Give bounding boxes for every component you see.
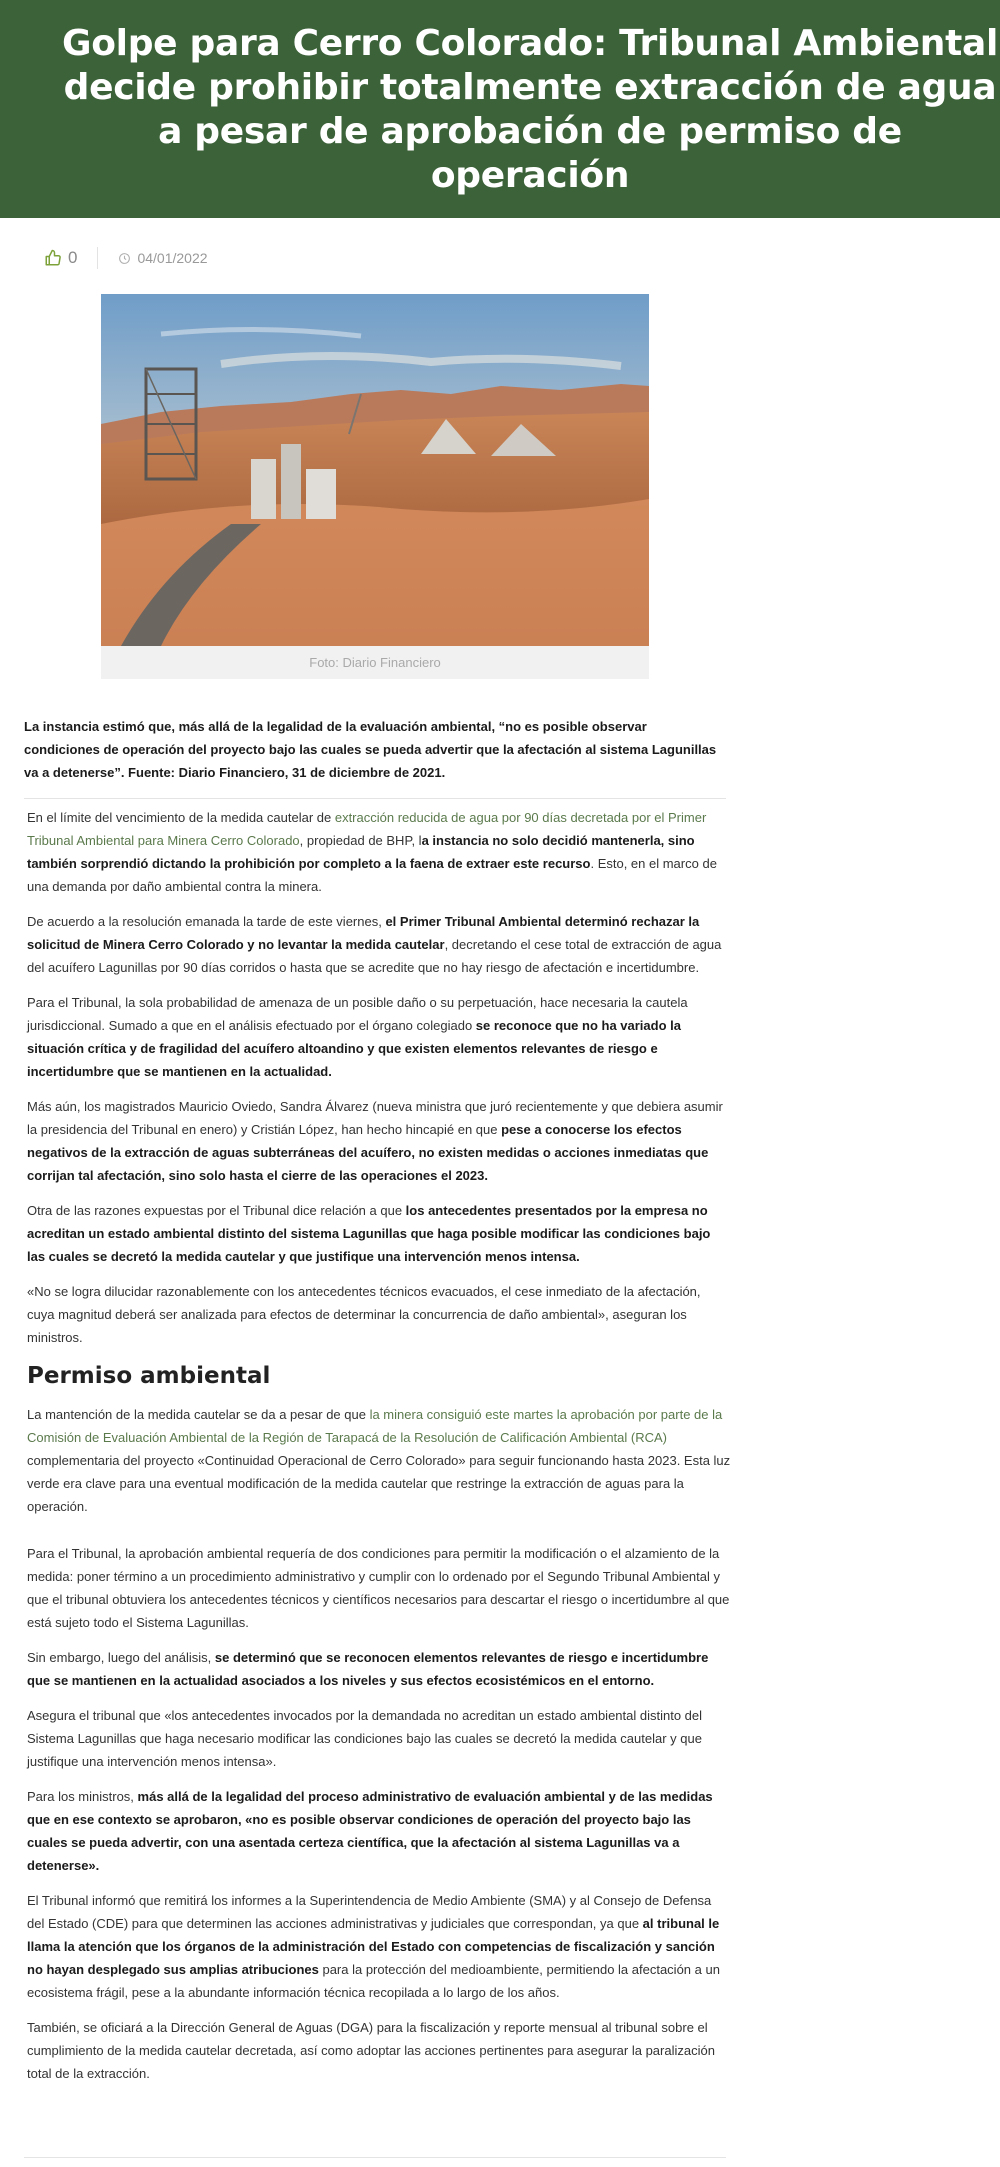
article-title: Golpe para Cerro Colorado: Tribunal Ambiental decide prohibir totalmente extracción de agua a pesar de aprobación de permiso de operación: [61, 23, 999, 196]
paragraph: [27, 1403, 731, 1518]
article-header: [0, 0, 1000, 218]
paragraph: «No se logra dilucidar razonablemente con los antecedentes técnicos evacuados, el cese inmediato de la afectación, cuya magnitud deberá ser analizada para efectos de determinar la concurrencia de daño ambiental», aseguran los ministros.: [27, 1284, 701, 1345]
mine-photo: [101, 294, 649, 646]
paragraph: [27, 1199, 731, 1268]
paragraph: Asegura el tribunal que «los antecedentes invocados por la demandada no acreditan un estado ambiental distinto del Sistema Lagunillas que haga necesario modificar las condiciones bajo las cuales se decretó la medida cautelar y que justifique una intervención menos intensa».: [27, 1708, 703, 1769]
text-run: Para los ministros,: [27, 1789, 138, 1804]
paragraph: [27, 991, 731, 1083]
meta-divider: [97, 247, 98, 269]
text-run: Otra de las razones expuestas por el Tribunal dice relación a que: [27, 1203, 406, 1218]
text-run: para la protección del medioambiente, permitiendo la afectación a un ecosistema frágil, pese a la abundante información técnica recopilada a lo largo de los años.: [27, 1962, 720, 2000]
bold-text: al tribunal le llama la atención que los órganos de la administración del Estado con competencias de fiscalización y sanción no hayan desplegado sus amplias atribuciones: [27, 1916, 720, 1977]
text-run: El Tribunal informó que remitirá los informes a la Superintendencia de Medio Ambiente (SMA) y al Consejo de Defensa del Estado (CDE) para que determinen las acciones administrativas y judiciales que correspondan, ya que: [27, 1893, 712, 1931]
paragraph: Para el Tribunal, la aprobación ambiental requería de dos condiciones para permitir la modificación o el alzamiento de la medida: poner término a un procedimiento administrativo y cumplir con lo ordenado por el Segundo Tribunal Ambiental y que el tribunal obtuviera los antecedentes técnicos y científicos necesarios para descartar el riesgo o incertidumbre al que está sujeto todo el Sistema Lagunillas.: [27, 1546, 730, 1630]
lead-divider: [24, 798, 726, 799]
likes-count: 0: [68, 248, 78, 267]
bold-text: el Primer Tribunal Ambiental determinó rechazar la solicitud de Minera Cerro Colorado y no levantar la medida cautelar: [27, 914, 700, 952]
footer-divider: [24, 2157, 726, 2158]
bold-text: se determinó que se reconocen elementos relevantes de riesgo e incertidumbre que se mantienen en la actualidad asociados a los niveles y sus efectos ecosistémicos en el entorno.: [27, 1650, 709, 1688]
section-heading: Permiso ambiental: [27, 1363, 271, 1389]
text-run: Para el Tribunal, la sola probabilidad de amenaza de un posible daño o su perpetuación, hace necesaria la cautela jurisdiccional. Sumado a que en el análisis efectuado por el órgano colegiado: [27, 995, 688, 1033]
paragraph: [27, 806, 731, 898]
date-text: 04/01/2022: [137, 250, 208, 266]
text-run: , decretando el cese total de extracción de agua del acuífero Lagunillas por 90 días corridos o hasta que se acredite que no hay riesgo de afectación e incertidumbre.: [27, 937, 722, 975]
article-body: [27, 806, 731, 2097]
article-figure: [101, 294, 649, 679]
text-run: complementaria del proyecto «Continuidad Operacional de Cerro Colorado» para seguir funcionando hasta 2023. Esta luz verde era clave para una eventual modificación de la medida cautelar que restringe la extracción de aguas para la operación.: [27, 1453, 731, 1514]
text-run: En el límite del vencimiento de la medida cautelar de: [27, 810, 335, 825]
text-run: , propiedad de BHP, l: [299, 833, 422, 848]
paragraph: [27, 910, 731, 979]
article-meta: [44, 246, 208, 270]
thumbs-up-icon: [44, 249, 62, 267]
text-run: Más aún, los magistrados Mauricio Oviedo, Sandra Álvarez (nueva ministra que juró recientemente y que debiera asumir la presidencia del Tribunal en enero) y Cristián López, han hecho hincapié en que: [27, 1099, 723, 1137]
text-run: Sin embargo, luego del análisis,: [27, 1650, 215, 1665]
bold-text: a instancia no solo decidió mantenerla, sino también sorprendió dictando la prohibición por completo a la faena de extraer este recurso: [27, 833, 695, 871]
paragraph: [27, 1095, 731, 1187]
link-medida-cautelar[interactable]: extracción reducida de agua por 90 días decretada por el Primer Tribunal Ambiental para Minera Cerro Colorado: [27, 810, 707, 848]
paragraph: [27, 1785, 731, 1877]
image-caption: Foto: Diario Financiero: [309, 655, 441, 670]
bold-text: se reconoce que no ha variado la situación crítica y de fragilidad del acuífero altoandino y que existen elementos relevantes de riesgo e incertidumbre que se mantienen en la actualidad.: [27, 1018, 681, 1079]
bold-text: más allá de la legalidad del proceso administrativo de evaluación ambiental y de las medidas que en ese contexto se aprobaron, «no es posible observar condiciones de operación del proyecto bajo las cuales se pueda advertir, con una asentada certeza científica, que la afectación al sistema Lagunillas va a detenerse».: [27, 1789, 713, 1873]
text-run: De acuerdo a la resolución emanada la tarde de este viernes,: [27, 914, 386, 929]
publish-date: [118, 250, 207, 266]
paragraph: También, se oficiará a la Dirección General de Aguas (DGA) para la fiscalización y reporte mensual al tribunal sobre el cumplimiento de la medida cautelar decretada, así como adoptar las acciones pertinentes para asegurar la paralización total de la extracción.: [27, 2020, 715, 2081]
clock-icon: [118, 252, 131, 265]
link-rca-aprobacion[interactable]: la minera consiguió este martes la aprobación por parte de la Comisión de Evaluación Ambiental de la Región de Tarapacá de la Resolución de Calificación Ambiental (RCA): [27, 1407, 723, 1445]
paragraph: [27, 1889, 731, 2004]
bold-text: pese a conocerse los efectos negativos de la extracción de aguas subterráneas del acuífero, no existen medidas o acciones inmediatas que corrijan tal afectación, sino solo hasta el cierre de las operaciones el 2023.: [27, 1122, 709, 1183]
bold-text: los antecedentes presentados por la empresa no acreditan un estado ambiental distinto del sistema Lagunillas que haga posible modificar las condiciones bajo las cuales se decretó la medida cautelar y que justifique una intervención menos intensa.: [27, 1203, 711, 1264]
text-run: . Esto, en el marco de una demanda por daño ambiental contra la minera.: [27, 856, 717, 894]
article-lead: La instancia estimó que, más allá de la legalidad de la evaluación ambiental, “no es posible observar condiciones de operación del proyecto bajo las cuales se pueda advertir que la afectación al sistema Lagunillas va a detenerse”. Fuente: Diario Financiero, 31 de diciembre de 2021.: [24, 719, 717, 780]
text-run: La mantención de la medida cautelar se da a pesar de que: [27, 1407, 370, 1422]
like-button[interactable]: [44, 248, 77, 268]
paragraph: [27, 1646, 731, 1692]
